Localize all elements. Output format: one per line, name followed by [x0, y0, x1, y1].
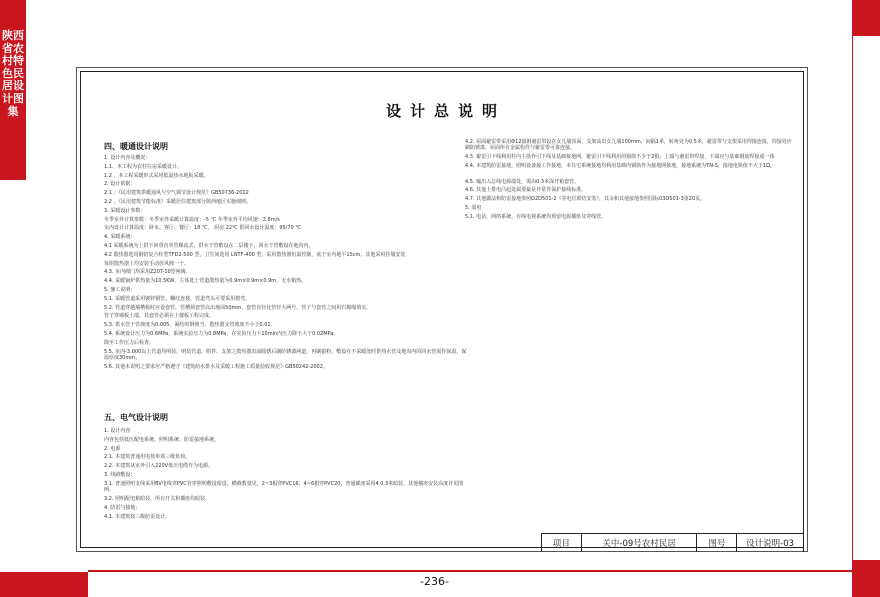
- note-line: 3. 采暖设计参数：: [104, 207, 146, 214]
- note-line: 5.2. 管道穿越墙槽板时应设套管，管槽须套管高出地面50mm，套管直径比管径大两号，管子与套管之间用石棉绳填实。: [104, 304, 372, 311]
- corner-block-bottom-right: [852, 560, 880, 597]
- note-line: 4.4. 本建筑防雷接地，照明设备接工作接地，本住宅系统接地均利用基础内钢筋作为接地网接地，接地系统为TN-S，接地电阻值不大于1Ω。: [465, 163, 775, 170]
- corner-block-top-right: [852, 0, 880, 36]
- note-line: 5.6. 其他未说明之要求应严格遵守《建筑给水排水及采暖工程施工质量验收规范》GB50242-2002。: [104, 364, 328, 370]
- note-line: 1.2 、本工程采暖形式采用低温热水地板采暖。: [104, 172, 209, 179]
- bottom-border-line: [88, 570, 852, 572]
- note-line: 5.5. 室内-3.000以上管道均明装，明装管道、附件、支架之散热器表面除锈后刷防锈漆两道，再刷银粉，敷设在不采暖处时供热水管及地沟内的回水管需作保温，保温厚度30mm。: [104, 348, 467, 361]
- note-line: 2.2. 本建筑从室外引入220V低压电缆作为电源。: [104, 463, 214, 470]
- side-title: 陕西省农村特色民居设计图集: [2, 29, 24, 118]
- note-line: 每组散热器上均安装手动放风阀一个。: [104, 260, 190, 267]
- note-line: 4.3. 避雷引下线利用柱内主筋作引下线及基础接地网，避雷引下线利用的钢筋不少于2根，上端与避雷带焊接，下端应与基础钢筋焊接成一体: [465, 154, 775, 161]
- note-line: 5. 施工说明：: [104, 287, 136, 293]
- side-title-strip: [0, 0, 26, 180]
- note-line: 5.4. 系统设计压力为0.6MPa，系统实验压力为0.8MPa，在实验压力下10min内压力降不大于0.02MPa。: [104, 331, 339, 337]
- note-line: 4.5. 输出入总线电源端处，需由0.3米深开箱套管。: [465, 178, 580, 185]
- note-line: 4.7. 其他做法和防雷接地参照D2D501-2《等电位联结安装》，其余和其他接地参照国标03D501-3第20页。: [465, 196, 706, 203]
- note-line: 2. 设计依据：: [104, 181, 136, 188]
- note-line: 2.1 、《民用建筑供暖通风与空气调节设计规范》GB50736-2012: [104, 190, 249, 197]
- note-line: 降至工作压力后检查。: [104, 339, 155, 346]
- drawing-number: 设计说明-03: [737, 534, 804, 552]
- page-number: -236-: [420, 575, 449, 588]
- section-heading-electrical: 五、电气设计说明: [104, 413, 168, 422]
- note-line: 4.6. 其他上排电凸起处属要最是异常件保护接线标准。: [465, 187, 587, 194]
- note-line: 3.1. 普通照明支线采用BV电线穿PVC管穿照明敷设暗设，横截数量见，2~3根穿PVC16，4~6根穿PVC20，普通插座采用4.0.3米暗装，其他插座安装高度详见图例。: [104, 480, 464, 493]
- section-heading-hvac: 四、暖通设计说明: [104, 142, 168, 151]
- right-border-line: [852, 36, 853, 560]
- note-line: 3.2. 照明配电箱暗装，所有开关和插座均暗装。: [104, 496, 211, 503]
- corner-block-bottom-left: [0, 572, 88, 597]
- note-line: 2. 电源: [104, 445, 121, 452]
- note-line: 4.1 采暖系统为上供下回垂直单管顺流式，供水干管敷设在二层楼下，回水干管敷设在地沟内。: [104, 243, 314, 249]
- drawing-number-label: 图号: [697, 534, 737, 552]
- note-line: 冬季室外计算参数：冬季室外采暖计算温度：-5 ℃ 冬季室外平均风速：2.8m/s: [104, 216, 280, 223]
- note-line: 5.1. 电话、网络系统、有线电视系统均预留电源插座及穿线管。: [465, 213, 607, 220]
- note-line: 1. 设计内容: [104, 428, 131, 434]
- note-line: 1.1、本工程为农村住房采暖设计。: [104, 163, 182, 170]
- note-line: 4.2 散热器选用钢铝复合柱型TFD2-500 型，卫生间选用 LNTF-400 型，采用散热器恒温控制，底于室内地平15cm，其他采用挂墙安装: [104, 251, 406, 258]
- note-line: 管子穿墙板上端，其套管必须在上楼板工程完成。: [104, 313, 215, 320]
- project-name: 关中-09号农村民居: [582, 534, 698, 552]
- note-line: 5. 弱电: [465, 205, 482, 211]
- document-title: 设计总说明: [386, 102, 507, 120]
- note-line: 2.2 、《民用建筑节能标准》采暖居住建筑部分陕西地区实施细则。: [104, 199, 252, 205]
- note-line: 4.4. 采暖锅炉供热量为10.5KW，主体选土管道散热量为0.9m×0.9m×0.9m，无水箱热。: [104, 278, 307, 285]
- note-line: 2.1. 本建筑普通用电按单项三级负荷。: [104, 454, 191, 461]
- project-label: 项目: [542, 534, 582, 552]
- note-line: 5.1. 采暖管道采用镀锌钢管，螺纹连接，管道弯头可要采用煨弯。: [104, 295, 251, 302]
- note-line: 室内设计计算温度：卧室、客厅、餐厅：18 ℃， 厨房 22℃ 供回水设计温度：95/70 ℃: [104, 225, 301, 232]
- note-line: 4. 采暖系统：: [104, 234, 136, 241]
- note-line: 5.3. 供水管干管坡度为0.005，凝结时倒坡当，散热器支管坡度不小于0.01。: [104, 322, 276, 329]
- note-line: 4.3. 室内阀门均采用Z20T-10型闸阀。: [104, 269, 191, 276]
- title-block: [541, 533, 804, 552]
- note-line: 4.1. 本建筑按三级防雷设计。: [104, 513, 171, 520]
- note-line: 1. 设计内容及概况：: [104, 155, 151, 161]
- note-line: 4.2. 屋面避雷带采用Φ12圆钢避雷带设在女儿墙顶面，支架高出女儿墙100mm，间隔1米，转角处为0.5米，避雷带与支架采用焊接连接，焊接处应刷防锈漆，屋面所有金属构件与避雷带可靠连接。: [465, 139, 792, 151]
- note-line: 3. 线路敷设：: [104, 472, 136, 478]
- note-line: 内容包括低压配电系统、照明系统、防雷接地系统。: [104, 436, 220, 443]
- note-line: 4. 防雷与接地：: [104, 505, 141, 511]
